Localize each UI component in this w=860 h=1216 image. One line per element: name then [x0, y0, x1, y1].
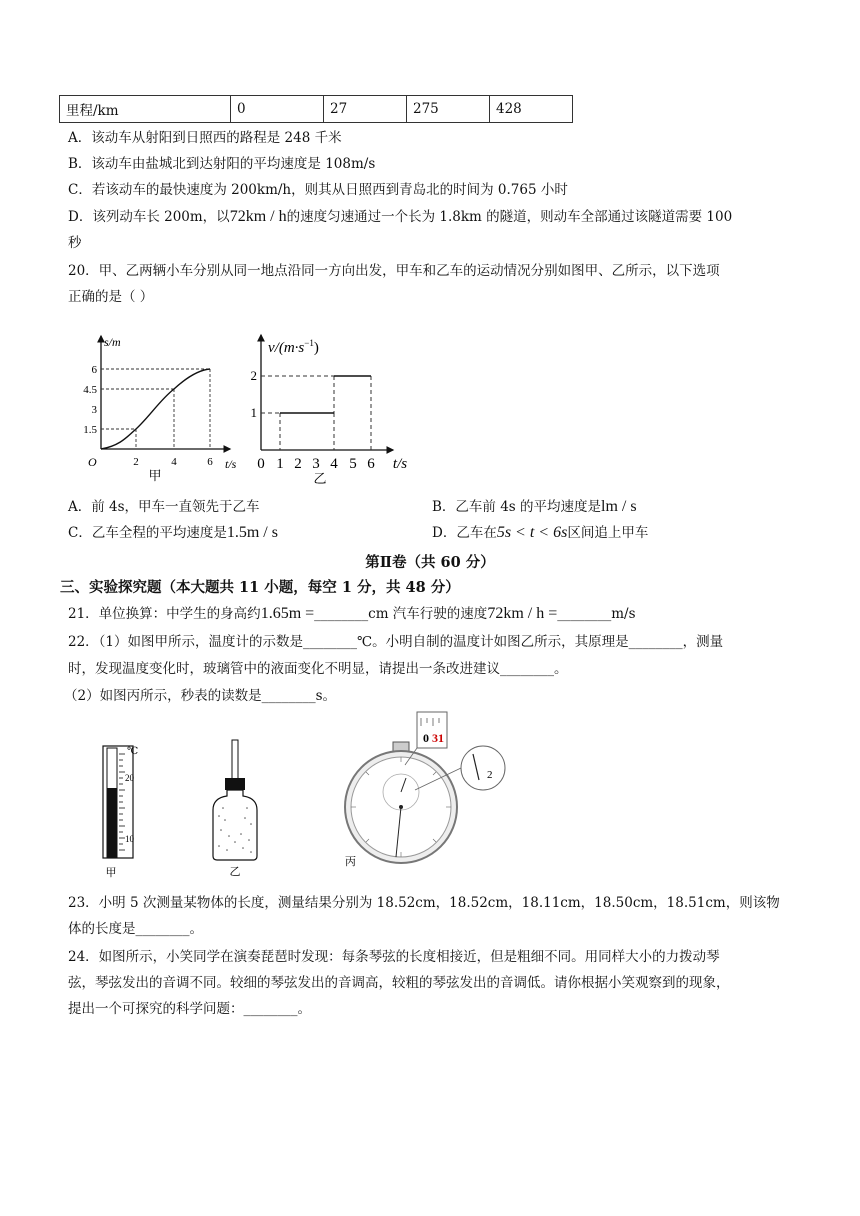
y-tick-label: 2 [250, 368, 257, 383]
y-tick-label: 6 [91, 364, 97, 376]
y-axis-label: s/m [104, 335, 121, 349]
x-tick-label: 6 [367, 456, 375, 472]
x-tick-label: 2 [294, 456, 302, 472]
bottle [213, 790, 257, 860]
thermometer-unit: ℃ [127, 746, 139, 757]
q21-math2: 72km / h = [487, 605, 558, 622]
q21-text3: ________m/s [557, 606, 636, 622]
mercury-column [107, 788, 117, 858]
x-tick-label: 1 [276, 456, 284, 472]
zoom-circle-2 [461, 746, 505, 790]
zoom-label-31: 31 [432, 731, 444, 745]
y-axis-label-sup: −1 [304, 338, 314, 348]
zoom-label-2: 2 [487, 769, 493, 781]
q24-line1: 24．如图所示，小笑同学在演奏琵琶时发现：每条琴弦的长度相接近，但是粗细不同。用同样大小的力拨动琴 [68, 949, 720, 965]
q20-stem-line2: 正确的是（ ） [68, 289, 154, 305]
part2-title: 第Ⅱ卷（共 60 分） [365, 554, 495, 571]
hand-pivot [399, 805, 403, 809]
y-tick-label: 3 [91, 404, 97, 416]
q21-text2: ________cm 汽车行驶的速度 [314, 606, 488, 622]
q20-b-value: lm / s [601, 498, 637, 515]
y-axis-label-main: v/(m·s [268, 340, 305, 356]
q23-line2: 体的长度是________。 [68, 921, 203, 937]
q20-option-c [68, 523, 278, 543]
table-cell: 275 [407, 96, 490, 123]
q20-d-range: 5s < t < 6s [496, 524, 568, 541]
homemade-thermometer-figure [205, 738, 265, 878]
mileage-table [59, 95, 573, 123]
x-tick-label: 0 [257, 456, 265, 472]
thermometer-figure [85, 740, 155, 880]
q24-line3: 提出一个可探究的科学问题：________。 [68, 1001, 311, 1017]
q22-line2: 时，发现温度变化时，玻璃管中的液面变化不明显，请提出一条改进建议________。 [68, 661, 568, 677]
q20-option-b [432, 497, 637, 517]
q21-math1: 1.65m = [260, 605, 315, 622]
q20-c-text: C．乙车全程的平均速度是 [68, 525, 227, 541]
table-label-cell: 里程/km [60, 96, 231, 123]
q19-option-d [68, 207, 732, 227]
q19-d-speed: 72km / h [229, 208, 287, 225]
q20-d-text2: 区间追上甲车 [567, 525, 649, 541]
figure-caption-b: 乙 [229, 866, 241, 878]
origin-label: O [88, 455, 97, 469]
x-tick-label: 3 [312, 456, 320, 472]
x-tick-label: 4 [171, 456, 177, 468]
y-tick-label: 4.5 [83, 384, 97, 396]
q21-text1: 21．单位换算：中学生的身高约 [68, 606, 261, 622]
v-t-lines [280, 376, 371, 413]
y-tick-label: 1 [250, 405, 257, 420]
q20-b-text: B．乙车前 4s 的平均速度是 [432, 499, 602, 515]
table-cell: 27 [324, 96, 407, 123]
q23-line1: 23．小明 5 次测量某物体的长度，测量结果分别为 18.52cm，18.52cm，18.11cm，18.50cm，18.51cm，则该物 [68, 895, 780, 911]
q22-line3: （2）如图丙所示，秒表的读数是________s。 [64, 688, 337, 704]
figure-caption-c: 丙 [345, 856, 356, 868]
graph-caption: 甲 [148, 468, 162, 483]
table-row [60, 96, 573, 123]
y-axis-label-end: ) [313, 340, 319, 356]
s-t-curve [101, 369, 210, 449]
q19-option-c: C．若该动车的最快速度为 200km/h，则其从日照西到青岛北的时间为 0.765 小时 [68, 182, 568, 198]
q20-option-d [432, 523, 648, 543]
graph-v-t [248, 330, 418, 490]
graph-s-t [80, 328, 260, 488]
q24-line2: 弦，琴弦发出的音调不同。较细的琴弦发出的音调高，较粗的琴弦发出的音调低。请你根据小笑观察到的现象， [68, 975, 730, 991]
x-tick-label: 2 [133, 456, 139, 468]
stopper [225, 778, 245, 790]
table-cell: 428 [490, 96, 573, 123]
figure-caption-a: 甲 [105, 867, 117, 879]
q20-c-value: 1.5m / s [226, 524, 278, 541]
q19-option-d-cont: 秒 [68, 235, 82, 251]
table-cell: 0 [231, 96, 324, 123]
guide-lines [101, 369, 210, 449]
q19-d-text1: D．该列动车长 200m，以 [68, 209, 230, 225]
y-tick-label: 1.5 [83, 424, 97, 436]
x-tick-label: 5 [349, 456, 357, 472]
x-tick-label: 4 [330, 456, 338, 472]
y-axis-label [268, 338, 319, 356]
q20-stem-line1: 20．甲、乙两辆小车分别从同一地点沿同一方向出发，甲车和乙车的运动情况分别如图甲、乙所示，以下选项 [68, 263, 720, 279]
zoom-label-0: 0 [423, 731, 429, 745]
thermometer-label-10: 10 [125, 834, 134, 844]
x-tick-label: 6 [207, 456, 213, 468]
q19-d-text2: 的速度匀速通过一个长为 1.8km 的隧道，则动车全部通过该隧道需要 100 [286, 209, 733, 225]
thermometer-label-20: 20 [125, 773, 134, 783]
stopwatch-figure [335, 710, 525, 870]
x-axis-label: t/s [225, 457, 237, 471]
x-axis-label: t/s [392, 456, 408, 472]
q22-line1: 22．（1）如图甲所示，温度计的示数是________℃。小明自制的温度计如图乙所示，其原理是________，测量 [68, 634, 724, 650]
graph-caption: 乙 [313, 471, 327, 486]
q19-option-a: A．该动车从射阳到日照西的路程是 248 千米 [68, 130, 342, 146]
q21-line [68, 604, 636, 624]
q19-option-b: B．该动车由盐城北到达射阳的平均速度是 108m/s [68, 156, 376, 172]
section3-heading: 三、实验探究题（本大题共 11 小题，每空 1 分，共 48 分） [60, 579, 460, 596]
q20-d-text1: D．乙车在 [432, 525, 497, 541]
q20-option-a: A．前 4s，甲车一直领先于乙车 [68, 499, 260, 515]
